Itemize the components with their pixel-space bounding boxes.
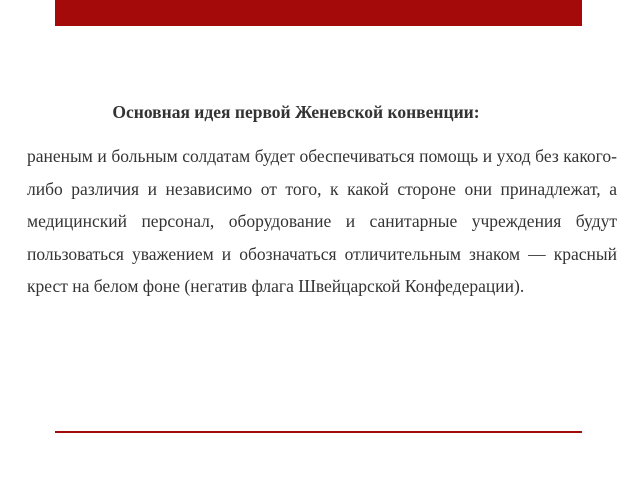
top-accent-bar: [55, 0, 582, 26]
slide-body-text: раненым и больным солдатам будет обеспечиваться помощь и уход без какого-либо различия и независимо от того, к какой стороне они принадлежат, а медицинский персонал, оборудование и санитарные учреждения будут пользоваться уважением и обозначаться отличительным знаком — красный крест на белом фоне (негатив флага Швейцарской Конфедерации).: [27, 146, 617, 296]
bottom-accent-line: [55, 431, 582, 433]
slide-heading: Основная идея первой Женевской конвенции:: [112, 102, 480, 122]
